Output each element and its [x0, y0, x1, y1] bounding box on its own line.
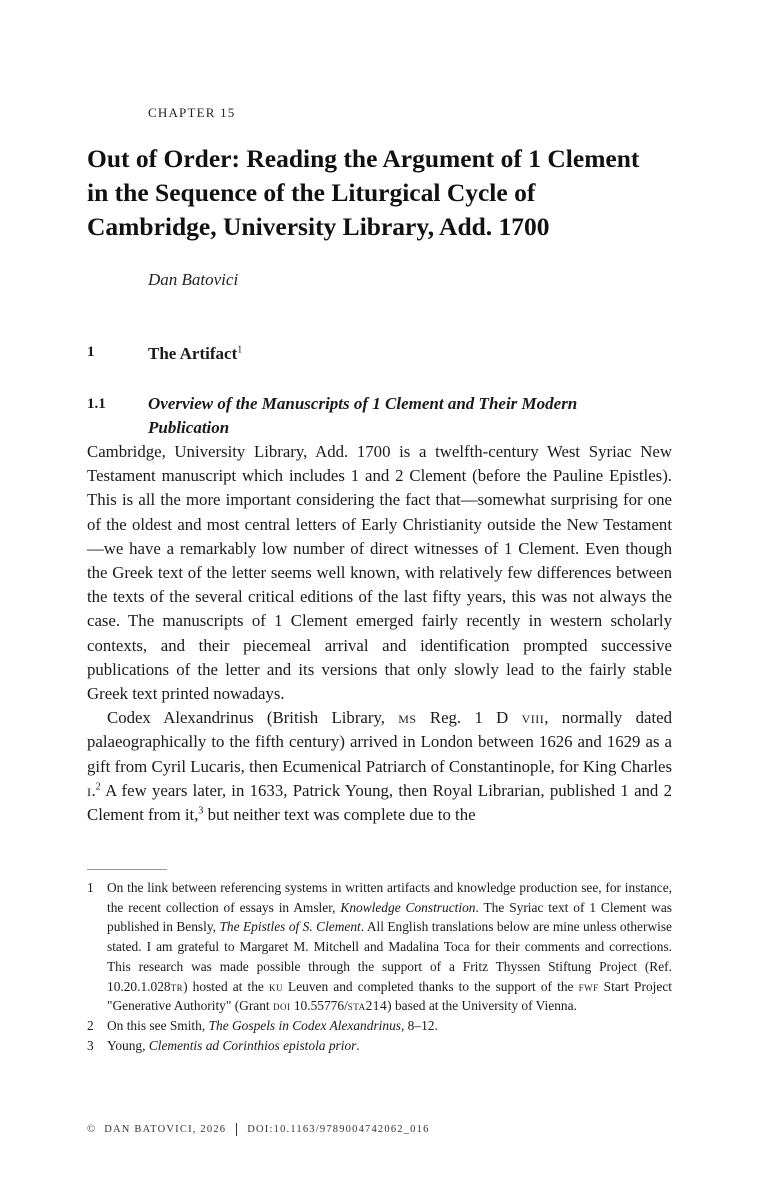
- text-run: Reg. 1 D: [416, 708, 522, 728]
- footnote-ref[interactable]: 1: [237, 344, 243, 356]
- paragraph: Cambridge, University Library, Add. 1700 is a twelfth-century West Syriac New Testament manuscript which includes 1 and 2 Clement (before the Pauline Epistles). This is all the more important considering the fact that—somewhat surprising for one of the oldest and most central letters of Early Christianity outside the New Testament—we have a remarkably low number of direct witnesses of 1 Clement. Even though the Greek text of the letter seems well known, with relatively few differences between the texts of the several critical editions of the last fifty years, this was not always the case. The manuscripts of 1 Clement emerged fairly recently in western scholarly contexts, and their piecemeal arrival and identification prompted successive publications of the letter and its versions that only slowly lead to the fairly stable Greek text printed nowadays.: [87, 442, 672, 704]
- footnote-text: [107, 1016, 672, 1036]
- chapter-title: [87, 142, 687, 244]
- footnote-divider: [87, 869, 167, 870]
- copyright-icon: ©: [87, 1124, 97, 1135]
- text-run: , normally dated palaeographically to the fifth century) arrived in London between 1626 and 1629 as a gift from Cyril Lucaris, then Ecumenical Patriarch of Constantinople, for King Charles: [87, 708, 672, 776]
- footnote: [87, 1016, 672, 1036]
- text-run: Leuven and completed thanks to the support of the: [282, 978, 579, 994]
- footnote-number: 3: [87, 1037, 94, 1053]
- body-text: [87, 440, 672, 827]
- italic-title: The Epistles of S. Clement: [219, 919, 361, 935]
- footnote-number: 2: [87, 1017, 94, 1033]
- subsection-title: Overview of the Manuscripts of 1 Clement and Their Modern Publication: [148, 394, 578, 437]
- text-run: On the link between referencing systems in written artifacts and knowledge production see, for instance, the recent collection of essays in Amsler,: [107, 880, 672, 915]
- text-run: but neither text was complete due to the: [203, 805, 476, 825]
- footer-separator: [236, 1123, 237, 1136]
- paragraph: [87, 706, 672, 827]
- copyright-text: DAN BATOVICI, 2026: [104, 1124, 227, 1135]
- text-run: A few years later, in 1633, Patrick Young, then Royal Librarian, published 1 and 2 Clement from it,: [87, 780, 672, 825]
- page-footer: [87, 1123, 430, 1136]
- footnote: [87, 1036, 672, 1056]
- footnote: [87, 878, 672, 1016]
- text-run: Codex Alexandrinus (British Library,: [107, 708, 399, 728]
- italic-title: Clementis ad Corinthios epistola prior: [148, 1037, 357, 1053]
- text-run: .: [91, 780, 96, 800]
- italic-title: The Gospels in Codex Alexandrinus: [208, 1017, 401, 1033]
- subsection-number: 1.1: [87, 396, 106, 412]
- text-run: Start Project "Generative Authority" (Grant: [107, 978, 672, 1014]
- chapter-label: CHAPTER 15: [148, 105, 236, 120]
- text-run: , 8–12.: [400, 1017, 438, 1033]
- subsection-heading: [87, 392, 677, 440]
- section-title: [148, 344, 242, 364]
- small-caps-run: tr: [170, 978, 184, 994]
- chapter-title-line: Out of Order: Reading the Argument of 1 Clement: [87, 144, 640, 173]
- footnotes: [87, 878, 672, 1055]
- text-run: ) based at the University of Vienna.: [387, 998, 577, 1014]
- chapter-title-line: Cambridge, University Library, Add. 1700: [87, 212, 550, 241]
- small-caps-run: doi: [273, 998, 291, 1014]
- text-run: 10.55776/: [290, 998, 348, 1014]
- author-name: Dan Batovici: [148, 270, 239, 289]
- small-caps-run: ku: [268, 978, 283, 994]
- text-run: . The Syriac text of 1 Clement was published in Bensly,: [107, 899, 672, 935]
- footnote-text: [107, 878, 672, 1016]
- italic-title: Knowledge Construction: [340, 899, 476, 915]
- small-caps-run: viii: [521, 708, 545, 728]
- text-run: On this see Smith,: [107, 1017, 209, 1033]
- small-caps-run: sta214: [347, 998, 388, 1014]
- small-caps-run: ms: [398, 708, 417, 728]
- text-run: Young,: [107, 1037, 149, 1053]
- text-run: ) hosted at the: [183, 978, 269, 994]
- chapter-title-line: in the Sequence of the Liturgical Cycle of: [87, 178, 536, 207]
- doi-link[interactable]: DOI:10.1163/9789004742062_016: [247, 1124, 430, 1135]
- section-heading: [87, 344, 677, 364]
- footnote-ref[interactable]: 3: [198, 805, 204, 817]
- text-run: .: [356, 1037, 360, 1053]
- footnote-text: [107, 1036, 672, 1056]
- footnote-number: 1: [87, 880, 94, 895]
- footnote-ref[interactable]: 2: [95, 781, 101, 793]
- small-caps-run: fwf: [578, 978, 599, 994]
- small-caps-run: i: [87, 780, 92, 800]
- section-number: 1: [87, 344, 95, 360]
- section-title-text: The Artifact: [148, 344, 238, 363]
- text-run: . All English translations below are mine unless otherwise stated. I am grateful to Margaret M. Mitchell and Madalina Toca for their comments and corrections. This research was made possible through the support of a Fritz Thyssen Stiftung Project (Ref. 10.20.1.028: [107, 919, 672, 994]
